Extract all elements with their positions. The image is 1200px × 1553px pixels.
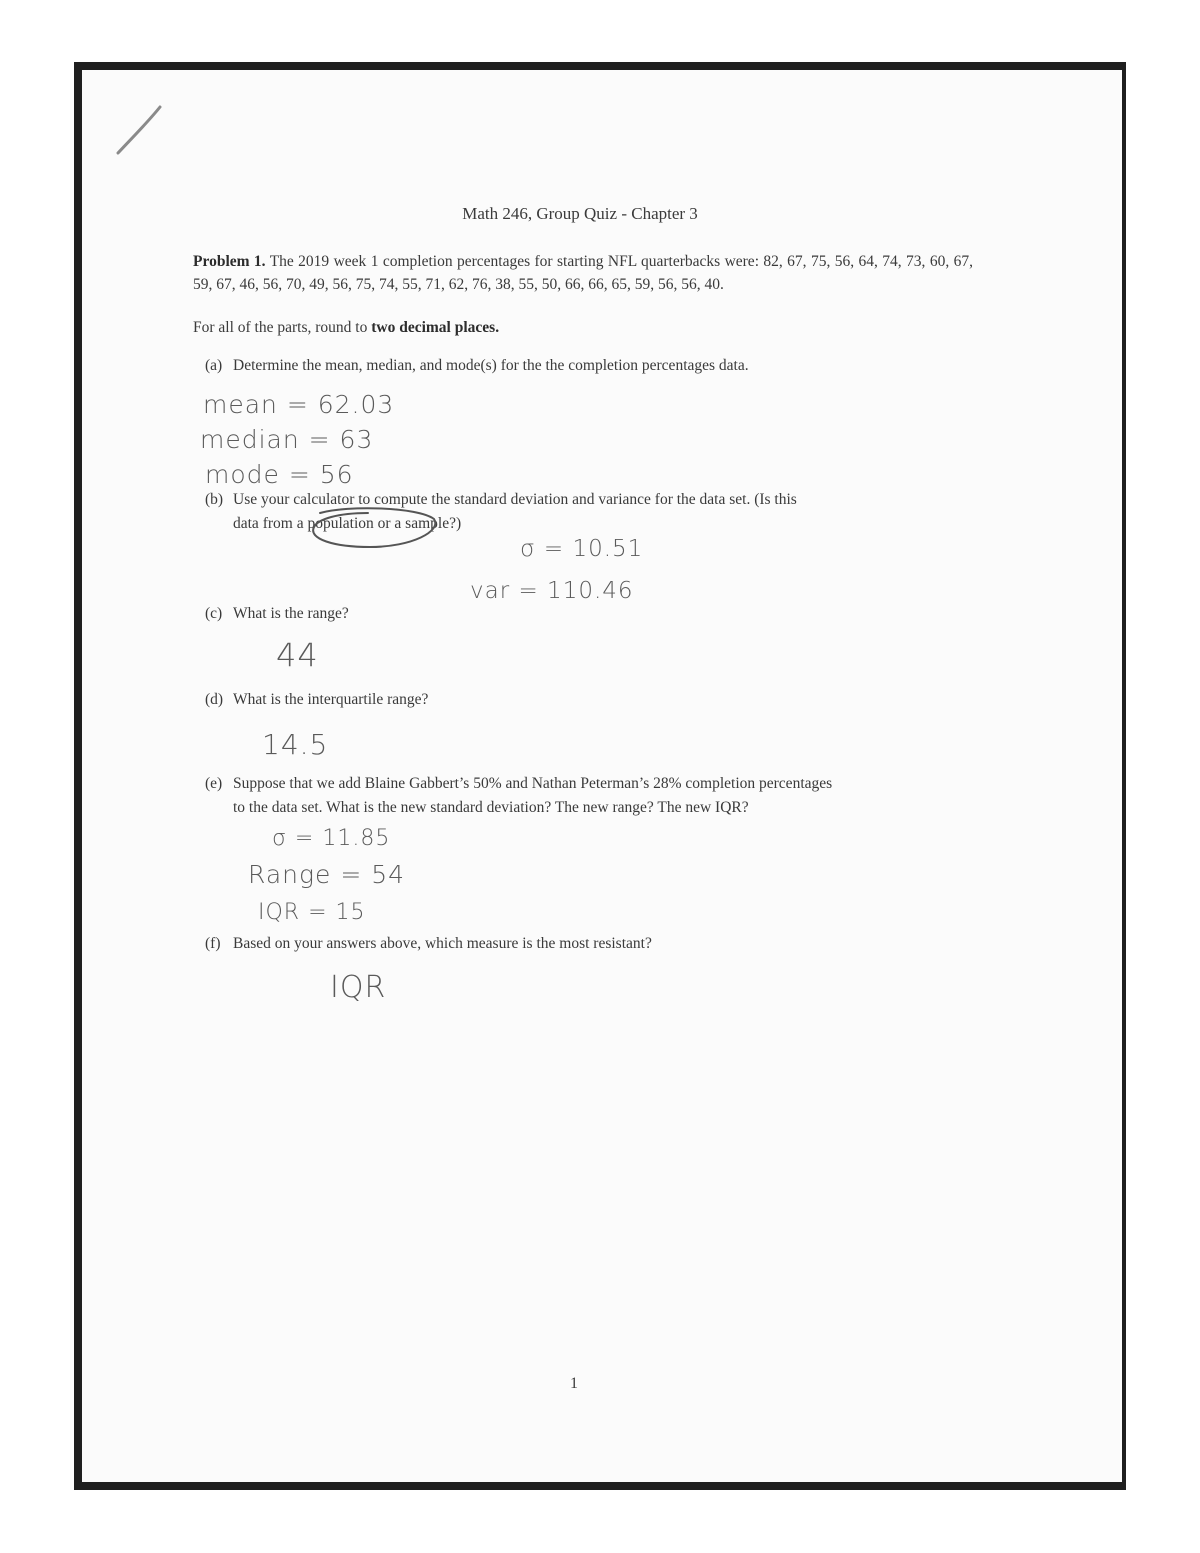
part-label: (a) bbox=[205, 357, 223, 374]
part-label: (e) bbox=[205, 775, 223, 792]
answer-iqr: 14.5 bbox=[262, 728, 329, 761]
answer-variance: var = 110.46 bbox=[470, 578, 634, 604]
part-label: (f) bbox=[205, 935, 221, 952]
answer-range: 44 bbox=[276, 636, 319, 674]
answer-std-dev: σ = 10.51 bbox=[520, 536, 644, 562]
answer-new-range: Range = 54 bbox=[248, 860, 406, 889]
rounding-bold: two decimal places. bbox=[371, 319, 500, 336]
answer-new-iqr: IQR = 15 bbox=[258, 900, 366, 925]
part-d bbox=[205, 688, 705, 712]
part-f bbox=[205, 932, 805, 956]
part-text: Determine the mean, median, and mode(s) for the the completion percentages data. bbox=[233, 357, 749, 374]
part-text-line-2: to the data set. What is the new standard deviation? The new range? The new IQR? bbox=[233, 799, 749, 816]
answer-median: median = 63 bbox=[200, 425, 374, 454]
part-text-line-1: Suppose that we add Blaine Gabbert’s 50% and Nathan Peterman’s 28% completion percentages bbox=[233, 775, 833, 792]
part-text: What is the range? bbox=[233, 605, 349, 622]
part-e bbox=[205, 772, 975, 820]
part-text-line-1: Use your calculator to compute the standard deviation and variance for the data set. (Is this bbox=[233, 491, 797, 508]
answer-most-resistant: IQR bbox=[330, 970, 387, 1005]
answer-mode: mode = 56 bbox=[205, 460, 354, 489]
population-circle-mark bbox=[308, 505, 440, 551]
pencil-check-mark bbox=[114, 104, 164, 156]
part-a bbox=[205, 354, 965, 378]
part-text: Based on your answers above, which measure is the most resistant? bbox=[233, 935, 652, 952]
part-text: What is the interquartile range? bbox=[233, 691, 429, 708]
rounding-instruction bbox=[193, 316, 973, 339]
answer-mean: mean = 62.03 bbox=[203, 390, 395, 419]
part-text-line-2: data from a population or a sample?) bbox=[233, 515, 462, 532]
problem-text: The 2019 week 1 completion percentages for starting NFL quarterbacks were: 82, 67, 75, 56, 64, 74, 73, 60, 67, 59, 67, 46, 56, 70, 49, 56, 75, 74, 55, 71, 62, 76, 38, 55, 50, 66, 66, 65, 59, 56, 56, 40. bbox=[193, 253, 973, 293]
problem-label: Problem 1. bbox=[193, 253, 266, 270]
part-label: (d) bbox=[205, 691, 224, 708]
page-number: 1 bbox=[570, 1375, 578, 1392]
answer-new-std-dev: σ = 11.85 bbox=[272, 826, 391, 851]
problem-statement bbox=[193, 250, 973, 296]
part-label: (c) bbox=[205, 605, 223, 622]
part-c bbox=[205, 602, 605, 626]
rounding-prefix: For all of the parts, round to bbox=[193, 319, 368, 336]
part-label: (b) bbox=[205, 491, 224, 508]
quiz-title: Math 246, Group Quiz - Chapter 3 bbox=[462, 204, 698, 223]
